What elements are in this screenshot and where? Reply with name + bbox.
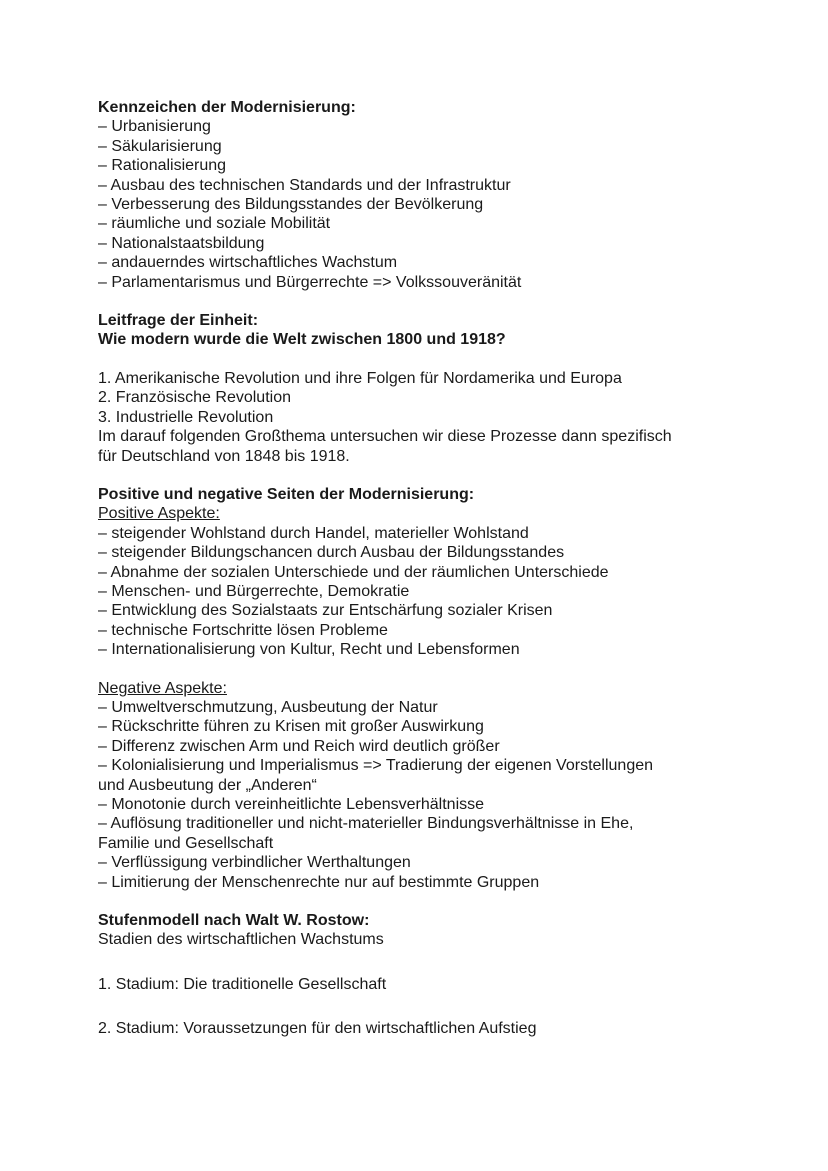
list-item: – Verflüssigung verbindlicher Werthaltungen [98,854,411,872]
list-item: – Auflösung traditioneller und nicht-materieller Bindungsverhältnisse in Ehe, [98,815,634,833]
list-item: – andauerndes wirtschaftliches Wachstum [98,254,398,272]
list-item: 1. Amerikanische Revolution und ihre Folgen für Nordamerika und Europa [98,369,622,387]
list-item: – Umweltverschmutzung, Ausbeutung der Natur [98,698,438,716]
list-item: – steigender Bildungschancen durch Ausbau der Bildungsstandes [98,544,565,562]
list-item: 2. Französische Revolution [98,389,291,407]
section-heading-modernisierung: Kennzeichen der Modernisierung: [98,99,356,116]
list-item: – Rationalisierung [98,157,227,175]
list-item: – Verbesserung des Bildungsstandes der Bevölkerung [98,196,484,214]
paragraph-line: Im darauf folgenden Großthema untersuchen wir diese Prozesse dann spezifisch [98,428,672,446]
paragraph-line: für Deutschland von 1848 bis 1918. [98,447,350,465]
list-item: – Monotonie durch vereinheitlichte Lebensverhältnisse [98,796,485,813]
list-item: – Internationalisierung von Kultur, Recht und Lebensformen [98,641,520,659]
list-item: – Urbanisierung [98,118,211,136]
list-item: – Entwicklung des Sozialstaats zur Entschärfung sozialer Krisen [98,602,553,620]
leitfrage-question: Wie modern wurde die Welt zwischen 1800 und 1918? [98,331,506,349]
negative-aspects-label: Negative Aspekte: [98,679,227,697]
stufenmodell-subtitle: Stadien des wirtschaftlichen Wachstums [98,931,384,949]
list-item-continuation: Familie und Gesellschaft [98,834,274,852]
section-heading-seiten: Positive und negative Seiten der Modernisierung: [98,485,475,503]
stage-item: 2. Stadium: Voraussetzungen für den wirtschaftlichen Aufstieg [98,1020,537,1038]
list-item: – Rückschritte führen zu Krisen mit großer Auswirkung [98,718,484,736]
list-item: – Abnahme der sozialen Unterschiede und der räumlichen Unterschiede [98,563,609,581]
list-item: – Limitierung der Menschenrechte nur auf bestimmte Gruppen [98,873,540,891]
list-item: 3. Industrielle Revolution [98,408,274,426]
list-item: – Parlamentarismus und Bürgerrechte => Volkssouveränität [98,273,522,291]
section-heading-leitfrage: Leitfrage der Einheit: [98,312,259,330]
stage-item: 1. Stadium: Die traditionelle Gesellschaft [98,975,387,993]
list-item: – steigender Wohlstand durch Handel, materieller Wohlstand [98,524,529,542]
list-item: – technische Fortschritte lösen Probleme [98,621,388,639]
list-item: – Differenz zwischen Arm und Reich wird deutlich größer [98,737,500,755]
list-item: – Nationalstaatsbildung [98,234,265,252]
positive-aspects-label: Positive Aspekte: [98,505,220,523]
list-item: – Menschen- und Bürgerrechte, Demokratie [98,582,410,600]
document-page [98,98,788,1039]
list-item: – Säkularisierung [98,137,222,155]
list-item: – Ausbau des technischen Standards und der Infrastruktur [98,176,511,194]
section-heading-stufenmodell: Stufenmodell nach Walt W. Rostow: [98,912,370,930]
list-item: – räumliche und soziale Mobilität [98,215,331,233]
list-item-continuation: und Ausbeutung der „Anderen“ [98,776,317,794]
list-item: – Kolonialisierung und Imperialismus => Tradierung der eigenen Vorstellungen [98,757,654,775]
